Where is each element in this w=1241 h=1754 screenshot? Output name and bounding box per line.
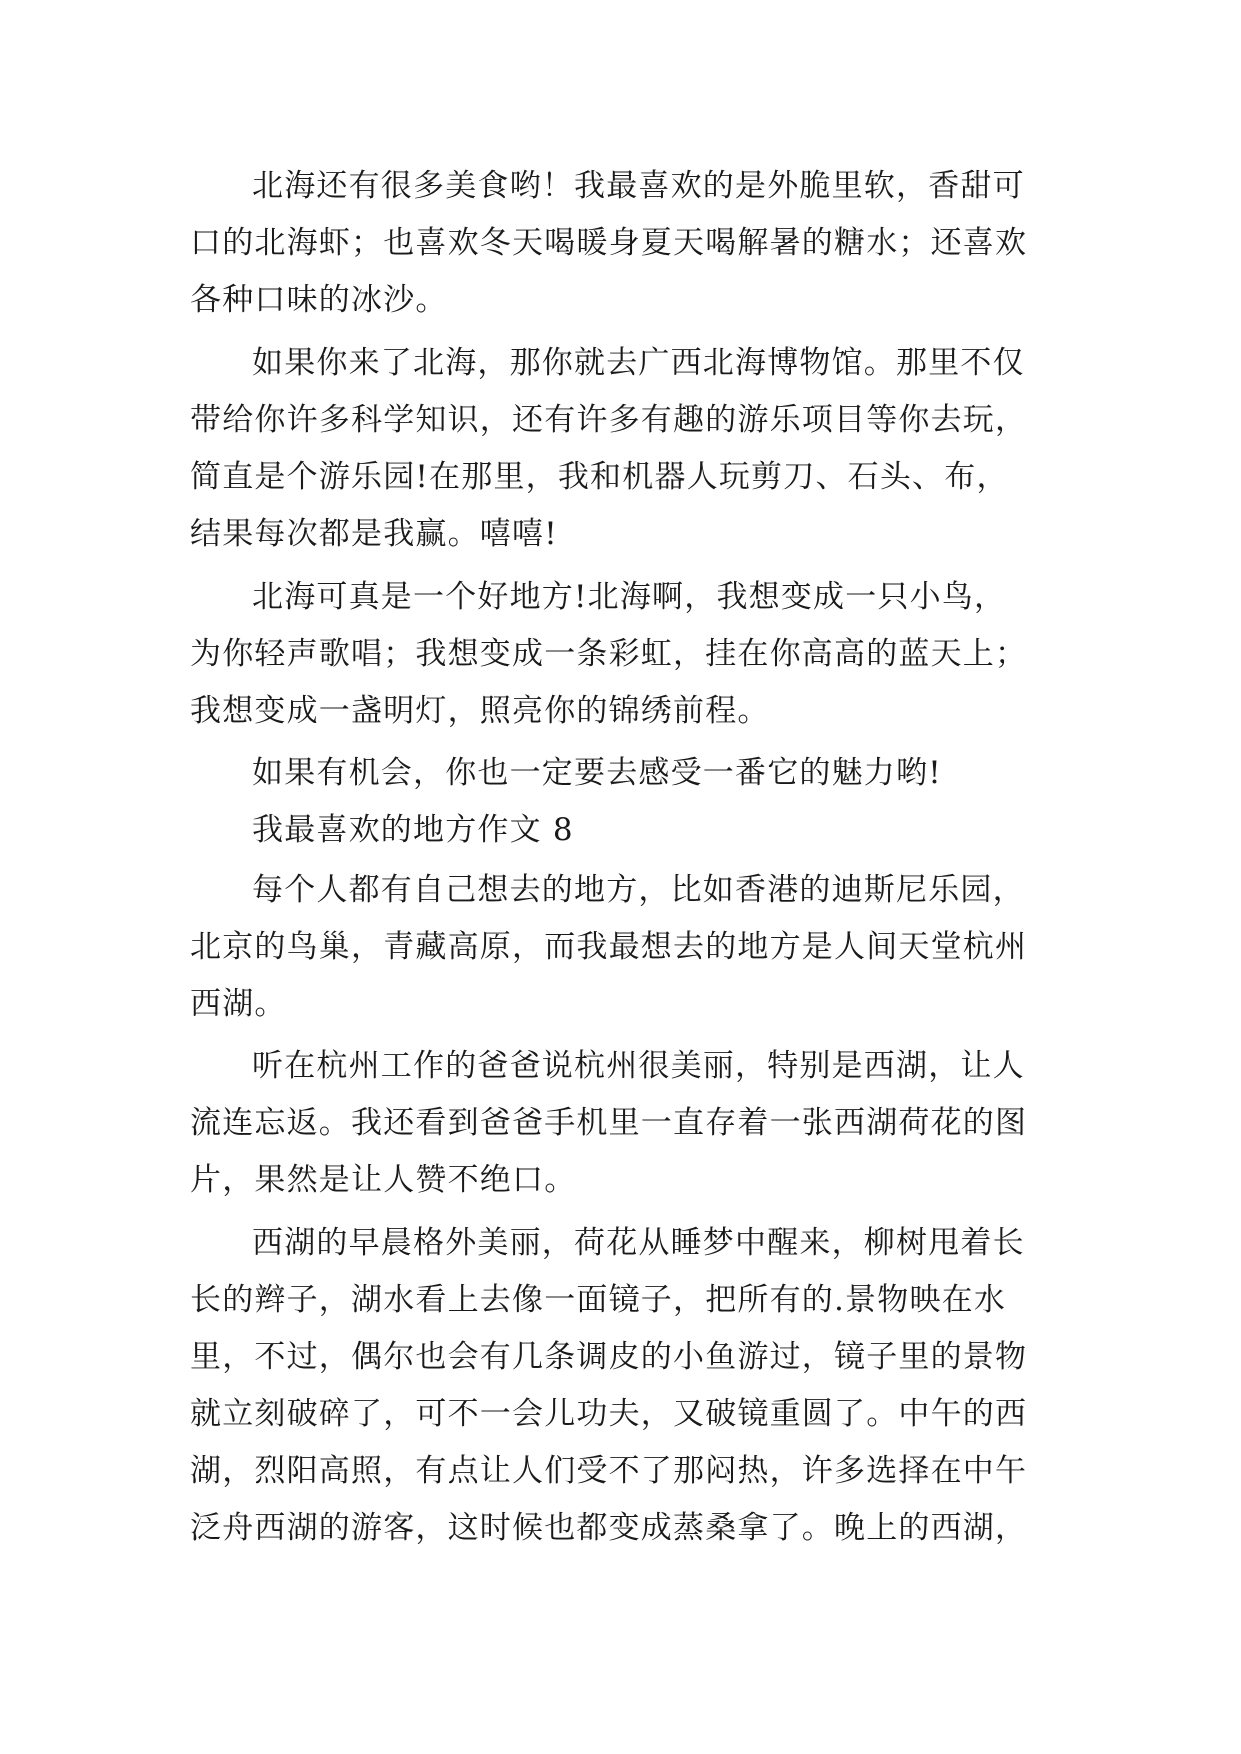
text-line: 带给你许多科学知识，还有许多有趣的游乐项目等你去玩， (190, 402, 1028, 438)
text-line: 如果有机会，你也一定要去感受一番它的魅力哟! (252, 755, 942, 791)
text-line: 结果每次都是我赢。嘻嘻! (190, 516, 558, 552)
text-line: 湖，烈阳高照，有点让人们受不了那闷热，许多选择在中午 (190, 1453, 1028, 1489)
text-line: 如果你来了北海，那你就去广西北海博物馆。那里不仅 (252, 345, 1025, 381)
text-line: 简直是个游乐园!在那里，我和机器人玩剪刀、石头、布， (190, 459, 1009, 495)
text-line: 各种口味的冰沙。 (190, 282, 448, 318)
text-line: 每个人都有自己想去的地方，比如香港的迪斯尼乐园， (252, 872, 1025, 908)
text-line: 西湖的早晨格外美丽，荷花从睡梦中醒来，柳树甩着长 (252, 1225, 1025, 1261)
text-line: 就立刻破碎了，可不一会儿功夫，又破镜重圆了。中午的西 (190, 1396, 1028, 1432)
text-line: 北海还有很多美食哟！我最喜欢的是外脆里软，香甜可 (252, 168, 1025, 204)
text-line: 为你轻声歌唱；我想变成一条彩虹，挂在你高高的蓝天上； (190, 636, 1028, 672)
text-line: 里，不过，偶尔也会有几条调皮的小鱼游过，镜子里的景物 (190, 1339, 1028, 1375)
text-line: 片，果然是让人赞不绝口。 (190, 1162, 577, 1198)
text-line: 我想变成一盏明灯，照亮你的锦绣前程。 (190, 693, 770, 729)
text-line: 北海可真是一个好地方!北海啊，我想变成一只小鸟， (252, 579, 1007, 615)
text-line: 西湖。 (190, 986, 287, 1022)
text-line: 流连忘返。我还看到爸爸手机里一直存着一张西湖荷花的图 (190, 1105, 1028, 1141)
text-line: 长的辫子，湖水看上去像一面镜子，把所有的.景物映在水 (190, 1282, 1007, 1318)
text-line: 听在杭州工作的爸爸说杭州很美丽，特别是西湖，让人 (252, 1048, 1025, 1084)
text-line: 口的北海虾；也喜欢冬天喝暖身夏天喝解暑的糖水；还喜欢 (190, 225, 1028, 261)
text-line: 泛舟西湖的游客，这时候也都变成蒸桑拿了。晚上的西湖， (190, 1510, 1028, 1546)
text-line: 北京的鸟巢，青藏高原，而我最想去的地方是人间天堂杭州 (190, 929, 1028, 965)
section-heading: 我最喜欢的地方作文 8 (252, 812, 574, 848)
